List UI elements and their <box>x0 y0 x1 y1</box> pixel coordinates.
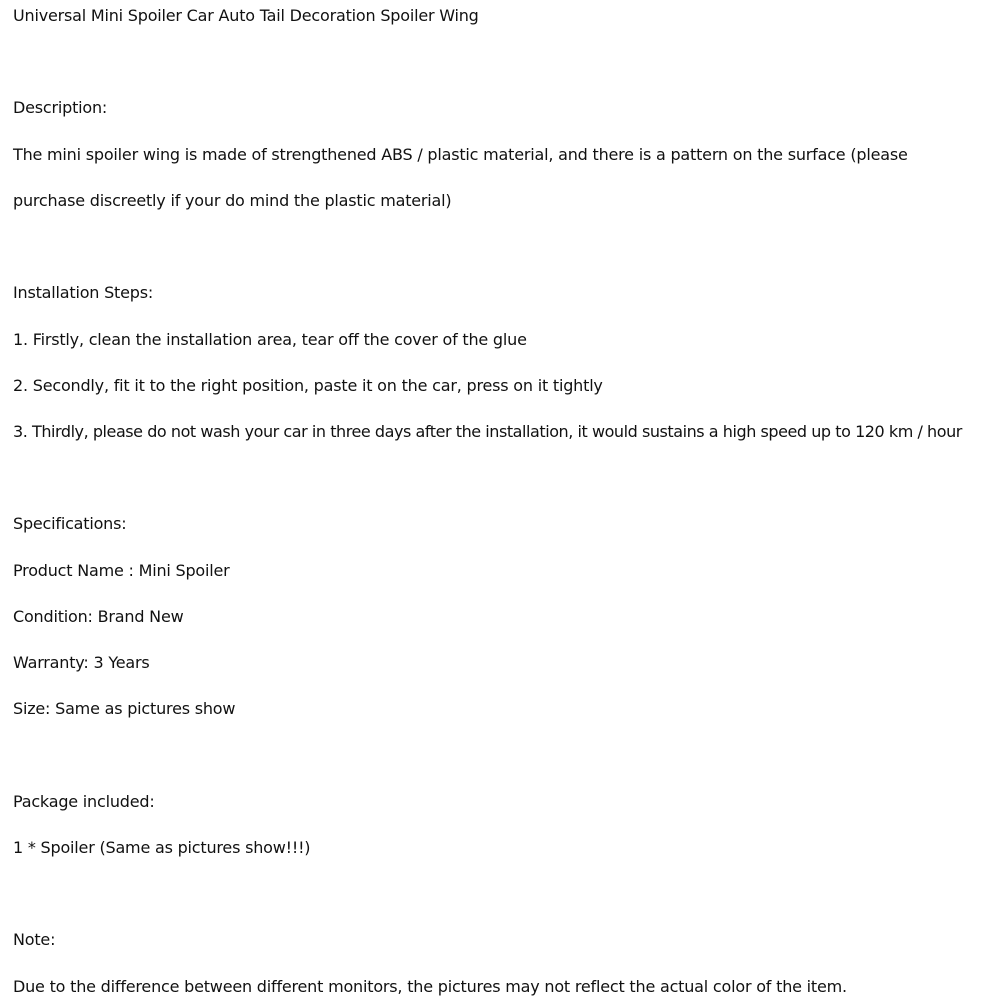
installation-step: 2. Secondly, fit it to the right position, paste it on the car, press on it tightly <box>13 376 603 395</box>
description-line: purchase discreetly if your do mind the plastic material) <box>13 191 452 210</box>
description-heading: Description: <box>13 98 108 117</box>
installation-heading: Installation Steps: <box>13 283 154 302</box>
installation-step: 1. Firstly, clean the installation area, tear off the cover of the glue <box>13 330 527 349</box>
installation-step: 3. Thirdly, please do not wash your car in three days after the installation, it would sustains a high speed up to 120 km / hour <box>13 422 962 441</box>
spec-item: Condition: Brand New <box>13 607 184 626</box>
note-line: Due to the difference between different monitors, the pictures may not reflect the actual color of the item. <box>13 977 847 996</box>
specifications-heading: Specifications: <box>13 514 127 533</box>
note-heading: Note: <box>13 930 56 949</box>
spec-item: Warranty: 3 Years <box>13 653 150 672</box>
description-line: The mini spoiler wing is made of strengthened ABS / plastic material, and there is a pattern on the surface (please <box>13 145 908 164</box>
page-title: Universal Mini Spoiler Car Auto Tail Decoration Spoiler Wing <box>13 6 479 25</box>
package-heading: Package included: <box>13 792 155 811</box>
spec-item: Size: Same as pictures show <box>13 699 236 718</box>
spec-item: Product Name : Mini Spoiler <box>13 561 230 580</box>
package-item: 1 * Spoiler (Same as pictures show!!!) <box>13 838 311 857</box>
